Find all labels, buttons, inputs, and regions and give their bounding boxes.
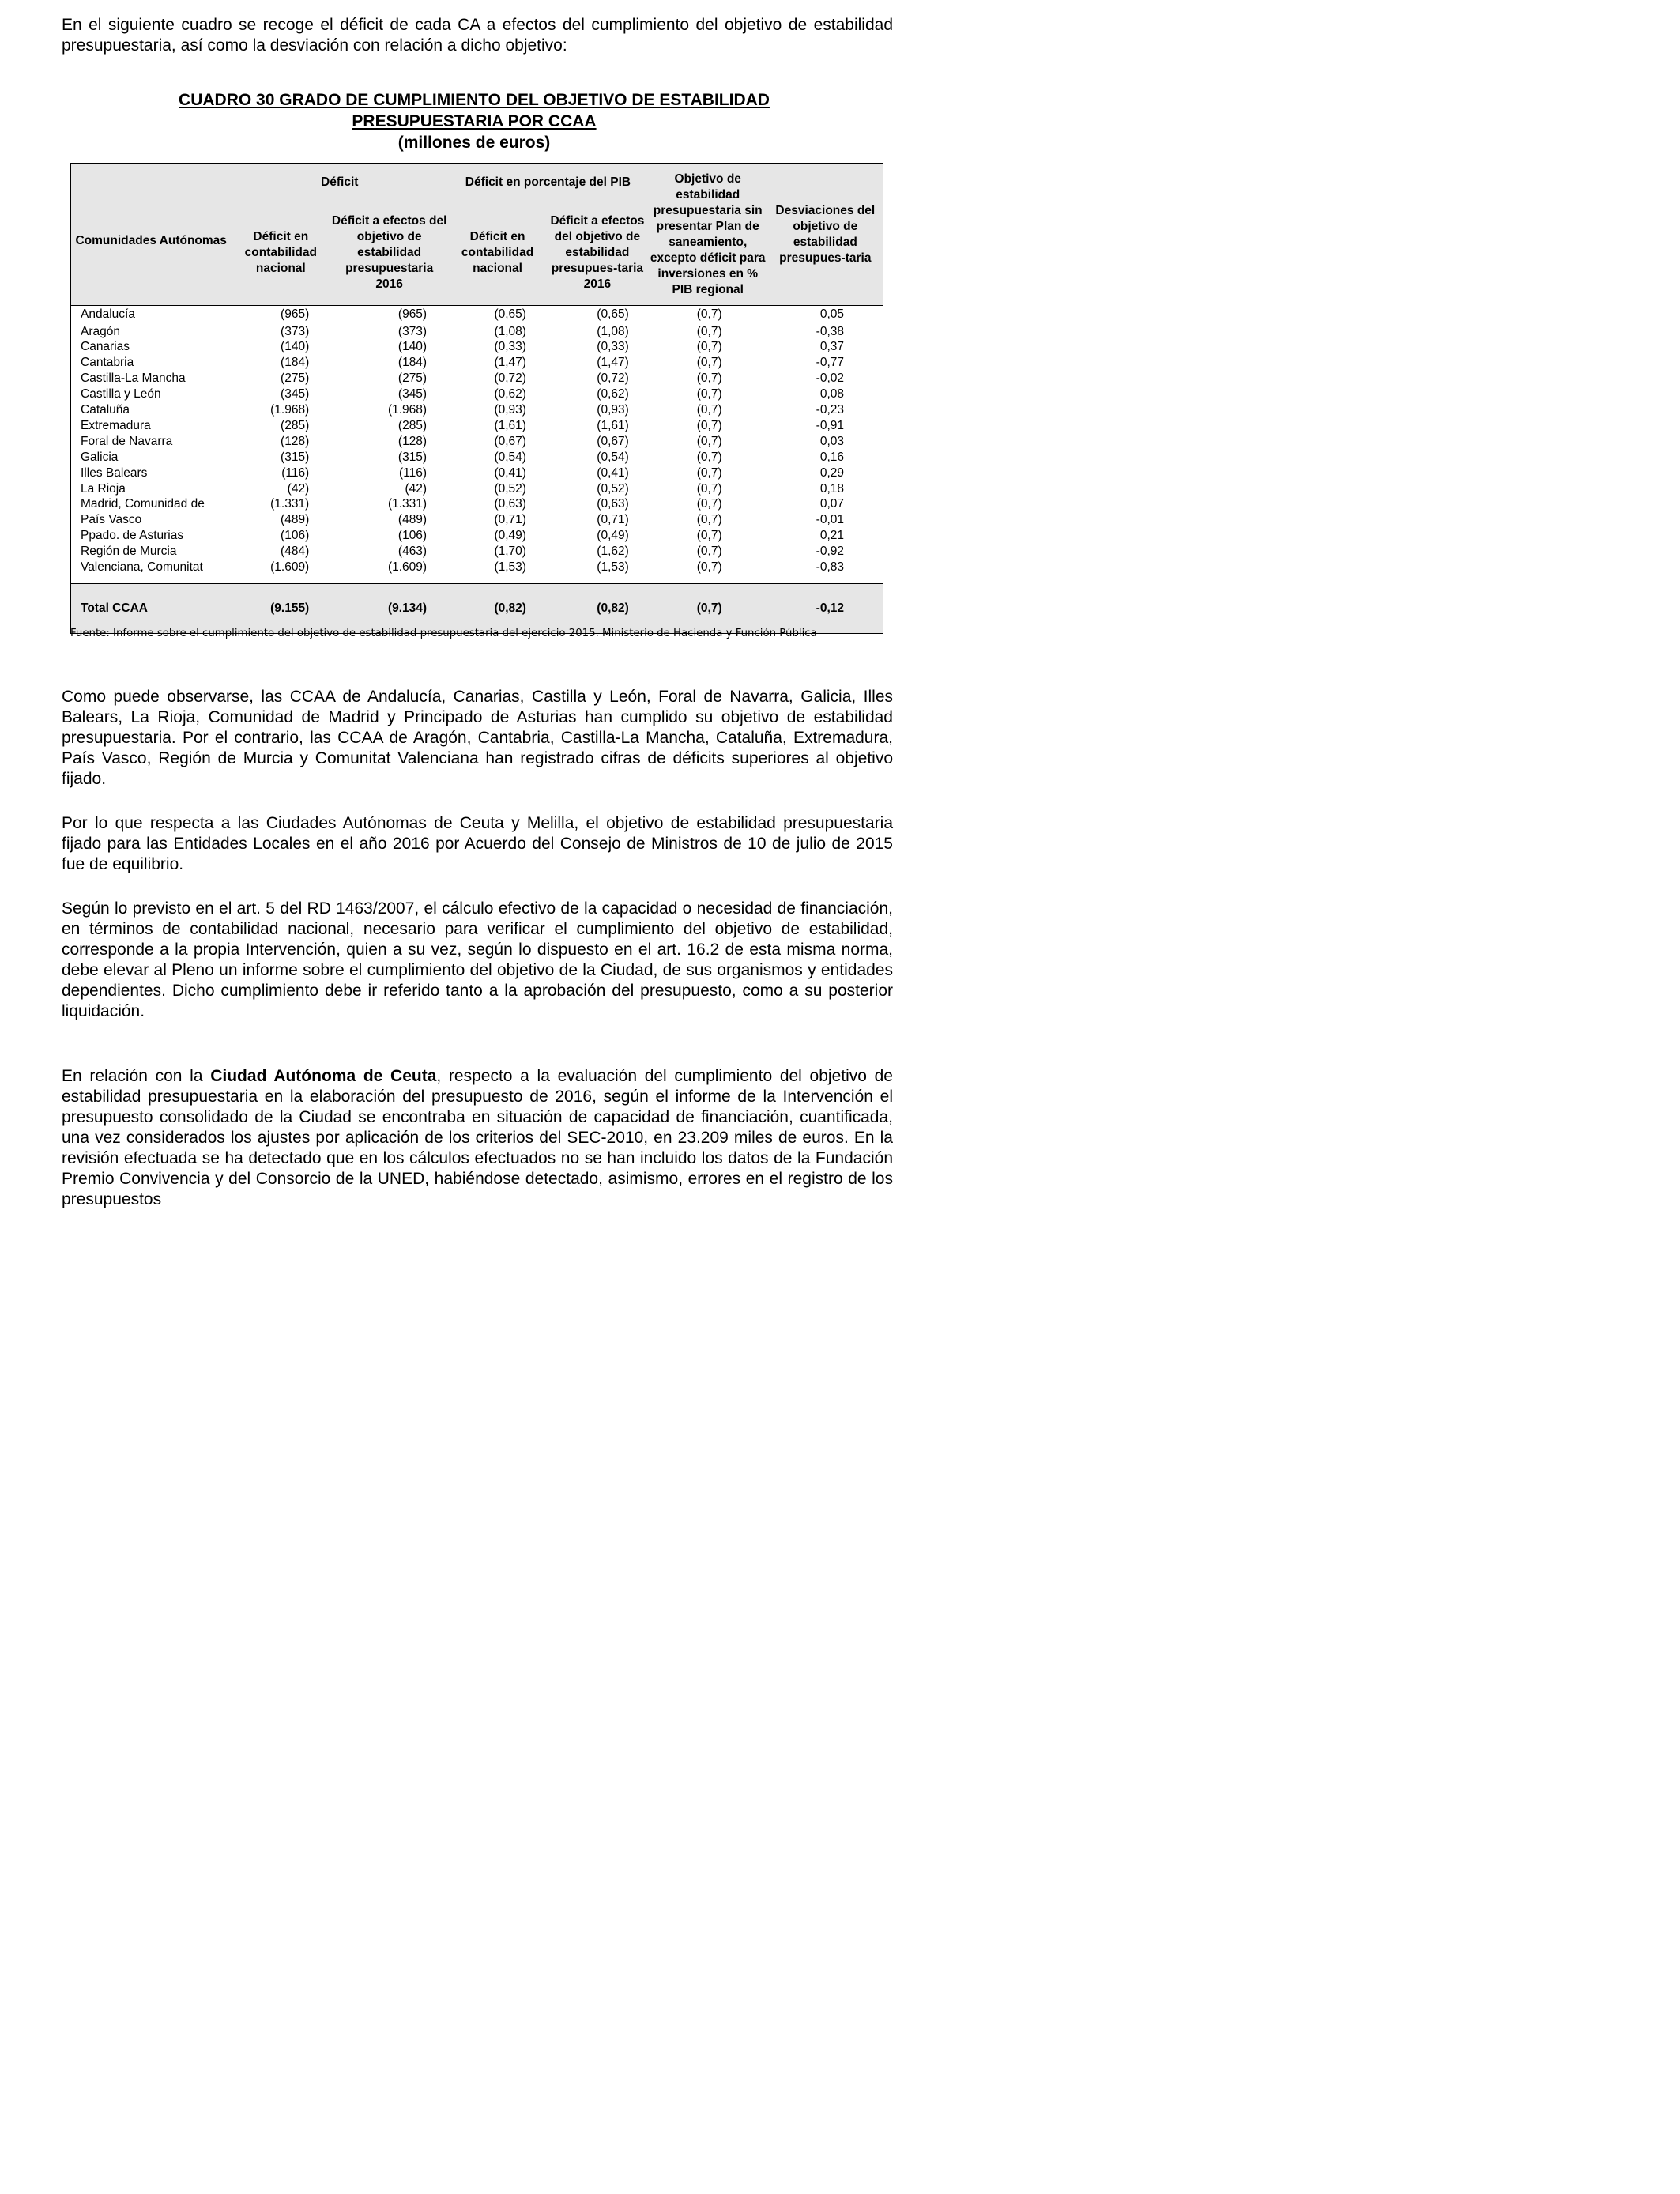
paragraph-ceuta-evaluacion	[62, 1066, 893, 1210]
pib-contabilidad: (0,33)	[494, 340, 526, 354]
header-deficit-pib: Déficit en porcentaje del PIB	[448, 164, 648, 202]
table-row	[71, 371, 883, 386]
comunidad-name: Valenciana, Comunitat	[81, 560, 203, 575]
table-row	[71, 466, 883, 481]
table-row	[71, 306, 883, 324]
pib-contabilidad: (0,67)	[494, 434, 526, 448]
pib-efectos: (0,67)	[597, 434, 629, 448]
pib-contabilidad: (0,54)	[494, 450, 526, 464]
pib-efectos: (1,62)	[597, 545, 629, 559]
comunidad-name: Aragón	[81, 324, 120, 338]
deficit-contabilidad: (128)	[281, 434, 310, 448]
comunidad-name: Madrid, Comunidad de	[81, 497, 205, 511]
objetivo: (0,7)	[696, 450, 722, 464]
pib-contabilidad: (0,63)	[494, 497, 526, 511]
pib-efectos: (0,49)	[597, 529, 629, 543]
desviacion: -0,38	[816, 324, 844, 338]
deficit-efectos: (106)	[397, 529, 428, 543]
total-pib-efectos: (0,82)	[547, 584, 648, 634]
deficit-contabilidad: (484)	[281, 545, 310, 559]
desviacion: 0,37	[819, 340, 844, 354]
desviacion: -0,77	[816, 356, 844, 370]
pib-efectos: (0,93)	[597, 403, 629, 417]
desviacion: -0,02	[816, 371, 844, 386]
intro-paragraph: En el siguiente cuadro se recoge el déficit de cada CA a efectos del cumplimiento del objetivo de estabilidad presupuestaria, así como la desviación con relación a dicho objetivo:	[62, 16, 893, 55]
pib-contabilidad: (0,72)	[494, 371, 526, 386]
ciudad-autonoma-ceuta-bold: Ciudad Autónoma de Ceuta	[210, 1067, 437, 1085]
deficit-efectos: (140)	[397, 340, 428, 354]
deficit-contabilidad: (345)	[281, 387, 310, 401]
deficit-contabilidad: (315)	[281, 450, 310, 464]
pib-efectos: (1,47)	[597, 356, 629, 370]
paragraph-ceuta-pre: En relación con la	[62, 1067, 211, 1085]
comunidad-name: Andalucía	[81, 307, 135, 322]
comunidad-name: Cataluña	[81, 403, 130, 417]
comunidad-name: Región de Murcia	[81, 545, 177, 559]
deficit-efectos: (489)	[397, 513, 428, 527]
desviacion: -0,23	[816, 403, 844, 417]
total-desviacion: -0,12	[768, 584, 883, 634]
pib-efectos: (0,71)	[597, 513, 629, 527]
comunidad-name: Extremadura	[81, 418, 151, 432]
pib-efectos: (0,63)	[597, 497, 629, 511]
table-row	[71, 544, 883, 560]
deficit-efectos: (345)	[397, 387, 428, 401]
table-title-line1: CUADRO 30 GRADO DE CUMPLIMIENTO DEL OBJETIVO DE ESTABILIDAD	[179, 91, 770, 109]
table-row	[71, 339, 883, 355]
desviacion: -0,91	[816, 418, 844, 432]
table-row	[71, 528, 883, 544]
objetivo: (0,7)	[696, 529, 722, 543]
table-title-line2: PRESUPUESTARIA POR CCAA	[352, 112, 597, 130]
deficit-efectos: (116)	[399, 466, 428, 480]
paragraph-ceuta-post: , respecto a la evaluación del cumplimiento del objetivo de estabilidad presupuestaria en la elaboración del presupuesto de 2016, según el informe de la Intervención el presupuesto consolidado de la Ciudad se encontraba en situación de capacidad de financiación, cuantificada, una vez considerados los ajustes por aplicación de los criterios del SEC-2010, en 23.209 miles de euros. En la revisión efectuada se ha detectado que en los cálculos efectuados no se han incluido los datos de la Fundación Premio Convivencia y del Consorcio de la UNED, habiéndose detectado, asimismo, errores en el registro de los presupuestos	[62, 1067, 893, 1208]
deficit-efectos: (42)	[405, 481, 428, 496]
desviacion: -0,01	[816, 513, 844, 527]
objetivo: (0,7)	[696, 403, 722, 417]
desviacion: 0,29	[819, 466, 844, 480]
header-pib-contabilidad: Déficit en contabilidad nacional	[448, 202, 547, 306]
comunidad-name: Castilla-La Mancha	[81, 371, 186, 386]
pib-contabilidad: (1,70)	[494, 545, 526, 559]
deficit-efectos: (965)	[397, 307, 428, 322]
header-comunidades: Comunidades Autónomas	[71, 164, 232, 306]
header-deficit-efectos: Déficit a efectos del objetivo de estabilidad presupuestaria 2016	[330, 202, 448, 306]
table-row	[71, 481, 883, 497]
comunidad-name: Galicia	[81, 450, 119, 464]
objetivo: (0,7)	[696, 418, 722, 432]
pib-contabilidad: (1,61)	[494, 418, 526, 432]
paragraph-ceuta-melilla: Por lo que respecta a las Ciudades Autónomas de Ceuta y Melilla, el objetivo de estabilidad presupuestaria fijado para las Entidades Locales en el año 2016 por Acuerdo del Consejo de Ministros de 10 de julio de 2015 fue de equilibrio.	[62, 814, 893, 873]
objetivo: (0,7)	[696, 340, 722, 354]
paragraph-rd-1463: Según lo previsto en el art. 5 del RD 1463/2007, el cálculo efectivo de la capacidad o necesidad de financiación, en términos de contabilidad nacional, necesario para verificar el cumplimiento del objetivo de estabilidad, corresponde a la propia Intervención, quien a su vez, según lo dispuesto en el art. 16.2 de esta misma norma, debe elevar al Pleno un informe sobre el cumplimiento del objetivo de la Ciudad, de sus organismos y entidades dependientes. Dicho cumplimiento debe ir referido tanto a la aprobación del presupuesto, como a su posterior liquidación.	[62, 899, 893, 1020]
pib-efectos: (0,62)	[597, 387, 629, 401]
pib-contabilidad: (1,08)	[494, 324, 526, 338]
comunidad-name: Illes Balears	[81, 466, 148, 480]
pib-contabilidad: (1,53)	[494, 560, 526, 575]
comunidad-name: Cantabria	[81, 356, 134, 370]
total-deficit-contabilidad: (9.155)	[231, 584, 330, 634]
comunidad-name: Ppado. de Asturias	[81, 529, 184, 543]
desviacion: 0,08	[819, 387, 844, 401]
table-row	[71, 402, 883, 418]
total-objetivo: (0,7)	[648, 584, 768, 634]
pib-efectos: (0,65)	[597, 307, 629, 322]
table-row	[71, 434, 883, 450]
objetivo: (0,7)	[696, 371, 722, 386]
pib-contabilidad: (0,62)	[494, 387, 526, 401]
table-row	[71, 355, 883, 371]
deficit-efectos: (463)	[397, 545, 428, 559]
pib-contabilidad: (0,52)	[494, 481, 526, 496]
deficit-contabilidad: (116)	[281, 466, 310, 480]
pib-efectos: (1,08)	[597, 324, 629, 338]
table-row	[71, 450, 883, 466]
deficit-contabilidad: (1.609)	[270, 560, 310, 575]
total-row	[71, 584, 883, 634]
pib-efectos: (1,53)	[597, 560, 629, 575]
objetivo: (0,7)	[696, 497, 722, 511]
comunidad-name: País Vasco	[81, 513, 142, 527]
total-deficit-efectos: (9.134)	[330, 584, 448, 634]
table-row	[71, 496, 883, 512]
objetivo: (0,7)	[696, 466, 722, 480]
header-desviaciones: Desviaciones del objetivo de estabilidad presupues-taria	[768, 164, 883, 306]
header-pib-efectos: Déficit a efectos del objetivo de estabilidad presupues-taria 2016	[547, 202, 648, 306]
header-deficit: Déficit	[231, 164, 448, 202]
desviacion: 0,05	[819, 307, 844, 322]
objetivo: (0,7)	[696, 434, 722, 448]
deficit-contabilidad: (140)	[281, 340, 310, 354]
pib-efectos: (0,72)	[597, 371, 629, 386]
desviacion: 0,21	[819, 529, 844, 543]
deficit-contabilidad: (489)	[281, 513, 310, 527]
table-row	[71, 512, 883, 528]
comunidad-name: Canarias	[81, 340, 130, 354]
deficit-contabilidad: (1.968)	[270, 403, 310, 417]
pib-contabilidad: (0,41)	[494, 466, 526, 480]
pib-contabilidad: (0,49)	[494, 529, 526, 543]
desviacion: -0,83	[816, 560, 844, 575]
table-row	[71, 386, 883, 402]
objetivo: (0,7)	[696, 324, 722, 338]
desviacion: 0,16	[819, 450, 844, 464]
pib-contabilidad: (0,93)	[494, 403, 526, 417]
header-deficit-contabilidad: Déficit en contabilidad nacional	[231, 202, 330, 306]
objetivo: (0,7)	[696, 481, 722, 496]
table-row	[71, 560, 883, 575]
deficit-efectos: (128)	[397, 434, 428, 448]
table-row	[71, 418, 883, 434]
total-label: Total CCAA	[71, 584, 232, 634]
header-objetivo: Objetivo de estabilidad presupuestaria sin presentar Plan de saneamiento, excepto déficit para inversiones en % PIB regional	[648, 164, 768, 306]
deficit-contabilidad: (285)	[281, 418, 310, 432]
deficit-efectos: (275)	[397, 371, 428, 386]
objetivo: (0,7)	[696, 545, 722, 559]
cuadro-30-table	[70, 163, 883, 634]
paragraph-cumplimiento-ccaa: Como puede observarse, las CCAA de Andalucía, Canarias, Castilla y León, Foral de Navarra, Galicia, Illes Balears, La Rioja, Comunidad de Madrid y Principado de Asturias han cumplido su objetivo de estabilidad presupuestaria. Por el contrario, las CCAA de Aragón, Cantabria, Castilla-La Mancha, Cataluña, Extremadura, País Vasco, Región de Murcia y Comunitat Valenciana han registrado cifras de déficits superiores al objetivo fijado.	[62, 688, 893, 788]
objetivo: (0,7)	[696, 560, 722, 575]
desviacion: 0,18	[819, 481, 844, 496]
deficit-contabilidad: (965)	[281, 307, 310, 322]
desviacion: 0,07	[819, 497, 844, 511]
comunidad-name: La Rioja	[81, 481, 126, 496]
pib-contabilidad: (0,71)	[494, 513, 526, 527]
desviacion: 0,03	[819, 434, 844, 448]
desviacion: -0,92	[816, 545, 844, 559]
deficit-efectos: (1.331)	[387, 497, 428, 511]
pib-efectos: (1,61)	[597, 418, 629, 432]
deficit-contabilidad: (42)	[287, 481, 310, 496]
deficit-efectos: (184)	[397, 356, 428, 370]
deficit-efectos: (373)	[397, 324, 428, 338]
pib-efectos: (0,54)	[597, 450, 629, 464]
pib-efectos: (0,41)	[597, 466, 629, 480]
pib-contabilidad: (0,65)	[494, 307, 526, 322]
objetivo: (0,7)	[696, 513, 722, 527]
pib-contabilidad: (1,47)	[494, 356, 526, 370]
comunidad-name: Foral de Navarra	[81, 434, 173, 448]
deficit-efectos: (315)	[397, 450, 428, 464]
table-title-units: (millones de euros)	[397, 134, 551, 152]
comunidad-name: Castilla y León	[81, 387, 161, 401]
deficit-efectos: (1.968)	[387, 403, 428, 417]
objetivo: (0,7)	[696, 307, 722, 322]
table-row	[71, 324, 883, 340]
deficit-contabilidad: (373)	[281, 324, 310, 338]
pib-efectos: (0,52)	[597, 481, 629, 496]
deficit-efectos: (1.609)	[387, 560, 428, 575]
pib-efectos: (0,33)	[597, 340, 629, 354]
objetivo: (0,7)	[696, 356, 722, 370]
total-pib-contabilidad: (0,82)	[448, 584, 547, 634]
deficit-contabilidad: (275)	[281, 371, 310, 386]
deficit-contabilidad: (1.331)	[270, 497, 310, 511]
deficit-contabilidad: (106)	[281, 529, 310, 543]
deficit-efectos: (285)	[397, 418, 428, 432]
deficit-contabilidad: (184)	[281, 356, 310, 370]
table-source-note: Fuente: Informe sobre el cumplimiento del objetivo de estabilidad presupuestaria del ejercicio 2015. Ministerio de Hacienda y Función Pública	[70, 628, 817, 639]
objetivo: (0,7)	[696, 387, 722, 401]
